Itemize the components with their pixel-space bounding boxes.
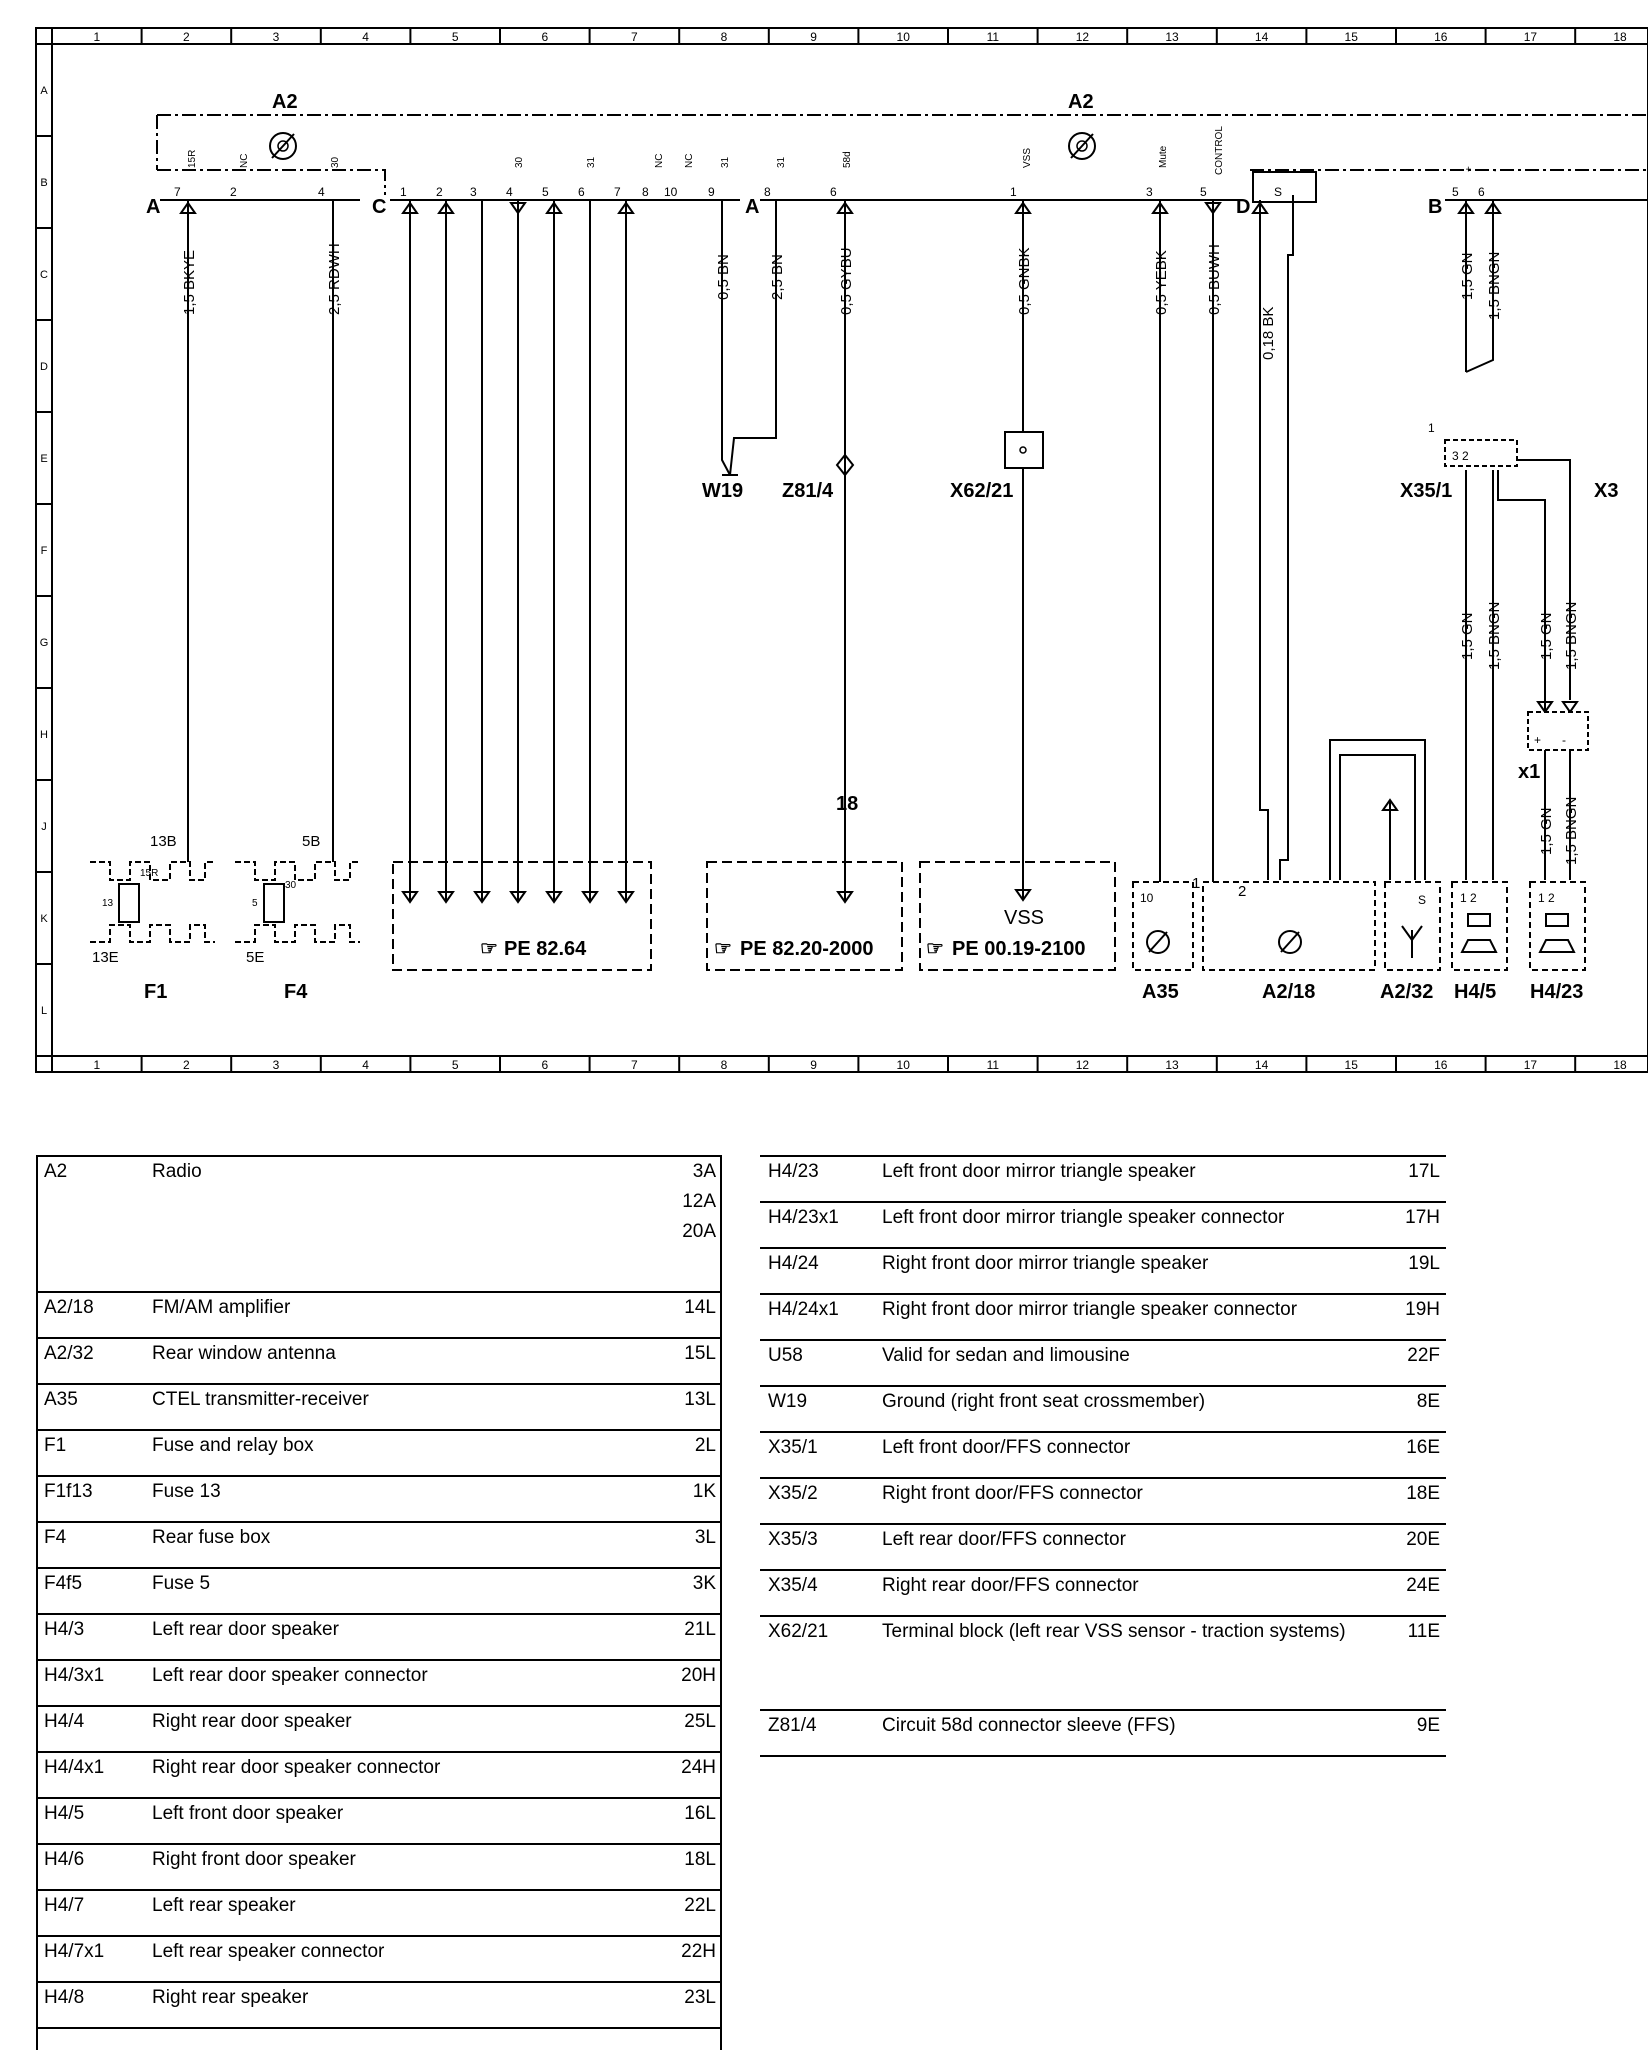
- legend-code: H4/23: [760, 1156, 876, 1202]
- grid-row-label: F: [40, 545, 48, 557]
- legend-code: A2/18: [36, 1292, 146, 1338]
- grid-row-label: L: [40, 1005, 48, 1017]
- legend-code: X35/2: [760, 1478, 876, 1524]
- legend-row: [36, 1890, 722, 1936]
- grid-col-label: 4: [362, 30, 369, 44]
- legend-loc: 13L: [662, 1384, 722, 1430]
- legend-code: F1: [36, 1430, 146, 1476]
- wire-label: 0,5 YEBK: [1153, 250, 1170, 315]
- legend-code: H4/23x1: [760, 1202, 876, 1248]
- legend-row: [36, 1476, 722, 1522]
- legend-loc: 1K: [662, 1476, 722, 1522]
- legend-loc: 24E: [1386, 1570, 1446, 1616]
- legend-loc: 19L: [1386, 1248, 1446, 1294]
- legend-desc: Right front door/FFS connector: [876, 1478, 1386, 1524]
- grid-col-label: 7: [631, 30, 638, 44]
- grid-col-label: 13: [1165, 1058, 1179, 1072]
- legend-loc: 2L: [662, 1430, 722, 1476]
- grid-row-label: E: [40, 453, 48, 465]
- legend-desc: Left rear speaker: [146, 1890, 662, 1936]
- h4-23-speaker: [1530, 882, 1585, 1003]
- legend-desc: Valid for sedan and limousine: [876, 1340, 1386, 1386]
- legend-code: W19: [760, 1386, 876, 1432]
- pin-term: NC: [654, 153, 665, 168]
- radio-label-left: A2: [272, 91, 298, 113]
- grid-col-label: 10: [896, 30, 910, 44]
- wire-label: 1,5 BNGN: [1563, 796, 1580, 865]
- legend-row: [760, 1294, 1446, 1340]
- legend-code: F4f5: [36, 1568, 146, 1614]
- pin-term: NC: [684, 153, 695, 168]
- legend-row: [36, 1936, 722, 1982]
- h4-23-label: H4/23: [1530, 981, 1584, 1003]
- fuse-box-f1: [90, 833, 215, 1003]
- grid-row-label: H: [40, 729, 48, 741]
- z81-4-label: Z81/4: [782, 480, 834, 502]
- x62-21-terminal: [950, 432, 1043, 502]
- legend-loc: 3A 12A 20A: [662, 1156, 722, 1292]
- legend-loc: 8E: [1386, 1386, 1446, 1432]
- legend-loc: 19H: [1386, 1294, 1446, 1340]
- pin-num: 5: [1200, 185, 1207, 199]
- wire-group: [188, 195, 1570, 902]
- grid-col-label: 15: [1344, 30, 1358, 44]
- grid-row-label: A: [40, 85, 48, 97]
- legend-desc: Left front door speaker: [146, 1798, 662, 1844]
- wire-label: 2,5 RDWH: [326, 243, 343, 315]
- pin-num: 3: [470, 185, 477, 199]
- legend-desc: Left rear door/FFS connector: [876, 1524, 1386, 1570]
- fuse13-num: 13: [102, 898, 114, 909]
- pe-82-64-box: [393, 862, 651, 970]
- a2-18-component: [1192, 875, 1375, 1003]
- pe-82-20-label: PE 82.20-2000: [740, 938, 874, 960]
- wire-label: 1,5 GN: [1459, 252, 1476, 300]
- wire-label: 1,5 BNGN: [1486, 601, 1503, 670]
- legend-code: A2: [36, 1156, 146, 1292]
- legend-desc: Right rear door speaker connector: [146, 1752, 662, 1798]
- legend-desc: Fuse 13: [146, 1476, 662, 1522]
- pin-term: CONTROL: [1214, 126, 1225, 175]
- pin-term: +: [1464, 166, 1475, 172]
- pin-num: 7: [614, 185, 621, 199]
- grid-row-labels: [36, 85, 52, 1056]
- grid-col-label: 1: [93, 1058, 101, 1072]
- pe-82-20-box: [707, 793, 902, 970]
- grid-column-labels: [93, 28, 1648, 1072]
- fuse-box-f4: [235, 833, 360, 1003]
- x35-1-connector: [1400, 421, 1618, 502]
- grid-col-label: 14: [1254, 30, 1269, 44]
- arrow-group: [181, 203, 1577, 902]
- grid-row-label: D: [40, 361, 48, 373]
- legend-loc: 16E: [1386, 1432, 1446, 1478]
- grid-col-label: 18: [1613, 30, 1627, 44]
- grid-col-label: 13: [1165, 30, 1179, 44]
- radio-symbol-left: [270, 133, 296, 159]
- x35-1-label: X35/1: [1400, 480, 1453, 502]
- legend-loc: 22F: [1386, 1340, 1446, 1386]
- pin-num: 2: [230, 185, 237, 199]
- a35-pin: 10: [1140, 891, 1154, 905]
- pin-term: 15R: [187, 149, 198, 168]
- radio-symbol-right: [1069, 133, 1095, 159]
- pe-82-64-label: PE 82.64: [504, 938, 587, 960]
- svg-text:+: +: [1534, 733, 1542, 747]
- legend-code: H4/24: [760, 1248, 876, 1294]
- grid-col-label: 17: [1523, 30, 1538, 44]
- legend-loc: 20H: [662, 1660, 722, 1706]
- wire-label: 1,5 GN: [1538, 612, 1555, 660]
- pin-num: 6: [1478, 185, 1485, 199]
- connector-a-mid-label: A: [745, 196, 760, 218]
- wire-label: 0,18 BK: [1260, 306, 1277, 360]
- h4-5-label: H4/5: [1454, 981, 1497, 1003]
- legend-row: [760, 1202, 1446, 1248]
- grid-row-label: B: [40, 177, 48, 189]
- grid-col-label: 3: [272, 30, 280, 44]
- wire-18-label: 18: [836, 793, 859, 815]
- pin-num: 8: [764, 185, 771, 199]
- legend-code: A35: [36, 1384, 146, 1430]
- pin-term: 31: [776, 156, 787, 168]
- legend-code: H4/7: [36, 1890, 146, 1936]
- connector-d-box: [1253, 172, 1316, 202]
- legend-loc: 21L: [662, 1614, 722, 1660]
- legend-row: [36, 1660, 722, 1706]
- grid-col-label: 10: [896, 1058, 910, 1072]
- pin-num: 6: [578, 185, 585, 199]
- legend-row: [36, 1430, 722, 1476]
- pin-num: 1: [400, 185, 407, 199]
- legend-code: Z81/4: [760, 1710, 876, 1756]
- legend-row: [36, 1752, 722, 1798]
- legend-code: F1f13: [36, 1476, 146, 1522]
- connector-d-shield-pin: S: [1274, 185, 1283, 199]
- pin-term: -: [1490, 168, 1501, 172]
- legend-row: [760, 1616, 1446, 1710]
- legend-row: [36, 1614, 722, 1660]
- grid-col-label: 2: [183, 30, 190, 44]
- wire-label: 0,5 GNBK: [1016, 247, 1033, 315]
- wire-label: 1,5 BNGN: [1563, 601, 1580, 670]
- legend-code: H4/24x1: [760, 1294, 876, 1340]
- legend-desc: Ground (right front seat crossmember): [876, 1386, 1386, 1432]
- legend-loc: 9E: [1386, 1710, 1446, 1756]
- grid-row-label: C: [40, 269, 48, 281]
- legend-desc: Left rear door speaker: [146, 1614, 662, 1660]
- fuse13-top: 13B: [150, 833, 177, 850]
- legend-desc: Left rear speaker connector: [146, 1936, 662, 1982]
- x62-21-label: X62/21: [950, 480, 1014, 502]
- legend-desc: Right rear speaker: [146, 1982, 662, 2028]
- legend-code: H4/7x1: [36, 1936, 146, 1982]
- legend-row: [36, 1292, 722, 1338]
- grid-col-label: 12: [1075, 1058, 1090, 1072]
- a2-18-pin1: 1: [1192, 875, 1201, 892]
- pin-num: 5: [542, 185, 549, 199]
- grid-col-label: 3: [272, 1058, 280, 1072]
- legend-row: [36, 1982, 722, 2028]
- legend-desc: Right front door mirror triangle speaker: [876, 1248, 1386, 1294]
- a35-label: A35: [1142, 981, 1179, 1003]
- wire-label: 0,5 GYBU: [838, 247, 855, 315]
- pin-num: 2: [436, 185, 443, 199]
- legend-loc: 24H: [662, 1752, 722, 1798]
- a35-component: [1133, 882, 1193, 1003]
- grid-col-label: 5: [451, 1058, 459, 1072]
- x35-1-pins: 3 2: [1452, 449, 1469, 463]
- wire-label: 1,5 BNGN: [1486, 251, 1503, 320]
- grid-col-label: 11: [986, 30, 1000, 44]
- wire-labels: [181, 243, 1580, 865]
- x1-connector: [1518, 712, 1588, 783]
- grid-col-label: 16: [1434, 1058, 1448, 1072]
- svg-text:-: -: [1562, 733, 1566, 747]
- pin-num: 4: [506, 185, 513, 199]
- fuse13-bot: 13E: [92, 949, 119, 966]
- grid-row-label: J: [41, 821, 47, 833]
- grid-col-label: 6: [541, 30, 549, 44]
- legend-loc: 16L: [662, 1798, 722, 1844]
- h4-5-pins: 1 2: [1460, 891, 1477, 905]
- legend-row: [36, 1338, 722, 1384]
- pin-term: 31: [720, 156, 731, 168]
- pin-num: 3: [1146, 185, 1153, 199]
- connector-a-left-label: A: [146, 196, 161, 218]
- legend-code: H4/4x1: [36, 1752, 146, 1798]
- h4-5-speaker: [1452, 882, 1507, 1003]
- wire-arrow: [1563, 702, 1577, 712]
- legend-row: [760, 1340, 1446, 1386]
- pin-num: 6: [830, 185, 837, 199]
- grid-col-label: 4: [362, 1058, 369, 1072]
- svg-text:☞: ☞: [714, 938, 732, 960]
- legend-desc: FM/AM amplifier: [146, 1292, 662, 1338]
- fuse5-bot: 5E: [246, 949, 265, 966]
- grid-col-label: 9: [810, 1058, 817, 1072]
- legend-row: [760, 1524, 1446, 1570]
- grid-col-label: 1: [93, 30, 101, 44]
- grid-col-label: 5: [451, 30, 459, 44]
- legend-desc: Left front door mirror triangle speaker connector: [876, 1202, 1386, 1248]
- radio-label-right: A2: [1068, 91, 1094, 113]
- pe-00-19-box: [920, 862, 1115, 970]
- x35-cut-label: X3: [1594, 480, 1619, 502]
- legend-loc: 22L: [662, 1890, 722, 1936]
- pin-term: 58d: [842, 151, 853, 168]
- legend-desc: Right front door mirror triangle speaker connector: [876, 1294, 1386, 1340]
- grid-col-label: 17: [1523, 1058, 1538, 1072]
- w19-ground: [702, 475, 743, 502]
- wire-label: 0,5 BN: [715, 254, 732, 300]
- legend-desc: Left rear door speaker connector: [146, 1660, 662, 1706]
- legend-row: [760, 1570, 1446, 1616]
- legend-loc: 14L: [662, 1292, 722, 1338]
- pin-num: 9: [708, 185, 715, 199]
- legend-desc: CTEL transmitter-receiver: [146, 1384, 662, 1430]
- legend-desc: Circuit 58d connector sleeve (FFS): [876, 1710, 1386, 1756]
- connector-b-label: B: [1428, 196, 1443, 218]
- legend-code: X35/4: [760, 1570, 876, 1616]
- legend-code: H4/8: [36, 1982, 146, 2028]
- a2-18-label: A2/18: [1262, 981, 1316, 1003]
- legend-table-right: [760, 1155, 1446, 1757]
- z81-4-sleeve: [782, 455, 853, 502]
- x35-1-pin1: 1: [1428, 421, 1435, 435]
- legend-row: [760, 1248, 1446, 1294]
- grid-col-label: 2: [183, 1058, 190, 1072]
- grid-col-label: 8: [720, 1058, 728, 1072]
- pin-term: VSS: [1022, 147, 1033, 168]
- legend-desc: Right rear door/FFS connector: [876, 1570, 1386, 1616]
- legend-desc: Left front door mirror triangle speaker: [876, 1156, 1386, 1202]
- legend-code: X35/1: [760, 1432, 876, 1478]
- legend-desc: Fuse 5: [146, 1568, 662, 1614]
- legend-table-left: [36, 1155, 722, 2029]
- fuse5-num: 5: [252, 898, 258, 909]
- f1-label: F1: [144, 981, 168, 1003]
- legend-desc: Radio: [146, 1156, 662, 1292]
- legend-code: H4/3: [36, 1614, 146, 1660]
- legend-desc: Rear window antenna: [146, 1338, 662, 1384]
- pin-num: 4: [318, 185, 325, 199]
- legend-loc: 22H: [662, 1936, 722, 1982]
- wire-label: 1,5 GN: [1459, 612, 1476, 660]
- h4-23-pins: 1 2: [1538, 891, 1555, 905]
- wire-label: 0,5 BUWH: [1206, 244, 1223, 315]
- grid-col-label: 12: [1075, 30, 1090, 44]
- legend-loc: 23L: [662, 1982, 722, 2028]
- pin-num: 5: [1452, 185, 1459, 199]
- legend-loc: 18E: [1386, 1478, 1446, 1524]
- grid-col-label: 16: [1434, 30, 1448, 44]
- grid-col-label: 15: [1344, 1058, 1358, 1072]
- legend-code: H4/4: [36, 1706, 146, 1752]
- pin-term: NC: [239, 153, 250, 168]
- legend-loc: 20E: [1386, 1524, 1446, 1570]
- x1-label: x1: [1518, 761, 1541, 783]
- legend-code: F4: [36, 1522, 146, 1568]
- pin-term: 30: [330, 156, 341, 168]
- legend-row: [760, 1156, 1446, 1202]
- fuse13-term: 15R: [140, 868, 159, 879]
- legend-code: H4/5: [36, 1798, 146, 1844]
- legend-desc: Fuse and relay box: [146, 1430, 662, 1476]
- legend-row: [36, 1156, 722, 1292]
- wire-label: 1,5 GN: [1538, 807, 1555, 855]
- legend-loc: 17L: [1386, 1156, 1446, 1202]
- legend-row: [760, 1432, 1446, 1478]
- legend-row: [760, 1478, 1446, 1524]
- legend-desc: Right front door speaker: [146, 1844, 662, 1890]
- pin-term: Mute: [1158, 145, 1169, 168]
- pin-term: 31: [586, 156, 597, 168]
- connector-c-label: C: [372, 196, 387, 218]
- grid-col-label: 7: [631, 1058, 638, 1072]
- a2-32-component: [1380, 882, 1440, 1003]
- legend-row: [760, 1710, 1446, 1756]
- legend-row: [36, 1384, 722, 1430]
- grid-row-label: K: [40, 913, 48, 925]
- wire-label: 1,5 BKYE: [181, 249, 198, 315]
- fuse5-term: 30: [285, 880, 297, 891]
- pe-00-19-label: PE 00.19-2100: [952, 938, 1086, 960]
- svg-text:☞: ☞: [926, 938, 944, 960]
- pin-term: 30: [514, 156, 525, 168]
- legend-loc: 11E: [1386, 1616, 1446, 1710]
- legend-loc: 3L: [662, 1522, 722, 1568]
- legend-row: [36, 1706, 722, 1752]
- pin-num: 10: [664, 185, 678, 199]
- a2-32-label: A2/32: [1380, 981, 1434, 1003]
- legend-code: X62/21: [760, 1616, 876, 1710]
- legend-row: [36, 1568, 722, 1614]
- legend-desc: Rear fuse box: [146, 1522, 662, 1568]
- a2-18-pin2: 2: [1238, 883, 1247, 900]
- legend-code: A2/32: [36, 1338, 146, 1384]
- legend-row: [760, 1386, 1446, 1432]
- w19-label: W19: [702, 480, 744, 502]
- grid-col-label: 14: [1254, 1058, 1269, 1072]
- legend-code: U58: [760, 1340, 876, 1386]
- legend-loc: 15L: [662, 1338, 722, 1384]
- grid-col-label: 18: [1613, 1058, 1627, 1072]
- legend-loc: 18L: [662, 1844, 722, 1890]
- legend-row: [36, 1522, 722, 1568]
- legend-desc: Terminal block (left rear VSS sensor - traction systems): [876, 1616, 1386, 1710]
- legend-loc: 17H: [1386, 1202, 1446, 1248]
- pin-num: 1: [1010, 185, 1017, 199]
- wire-label: 2,5 BN: [769, 254, 786, 300]
- grid-col-label: 8: [720, 30, 728, 44]
- f4-label: F4: [284, 981, 308, 1003]
- svg-text:☞: ☞: [480, 938, 498, 960]
- legend-desc: Left front door/FFS connector: [876, 1432, 1386, 1478]
- legend-loc: 25L: [662, 1706, 722, 1752]
- fuse5-top: 5B: [302, 833, 321, 850]
- a2-32-shield: S: [1418, 893, 1427, 907]
- legend-desc: Right rear door speaker: [146, 1706, 662, 1752]
- grid-col-label: 9: [810, 30, 817, 44]
- grid-col-label: 11: [986, 1058, 1000, 1072]
- pin-num: 8: [642, 185, 649, 199]
- legend-loc: 3K: [662, 1568, 722, 1614]
- legend-row: [36, 1798, 722, 1844]
- legend-row: [36, 1844, 722, 1890]
- grid-col-label: 6: [541, 1058, 549, 1072]
- legend-code: X35/3: [760, 1524, 876, 1570]
- vss-label: VSS: [1004, 907, 1045, 929]
- connector-d-label: D: [1236, 196, 1251, 218]
- grid-row-label: G: [39, 637, 49, 649]
- legend-code: H4/3x1: [36, 1660, 146, 1706]
- legend-code: H4/6: [36, 1844, 146, 1890]
- pin-num: 7: [174, 185, 181, 199]
